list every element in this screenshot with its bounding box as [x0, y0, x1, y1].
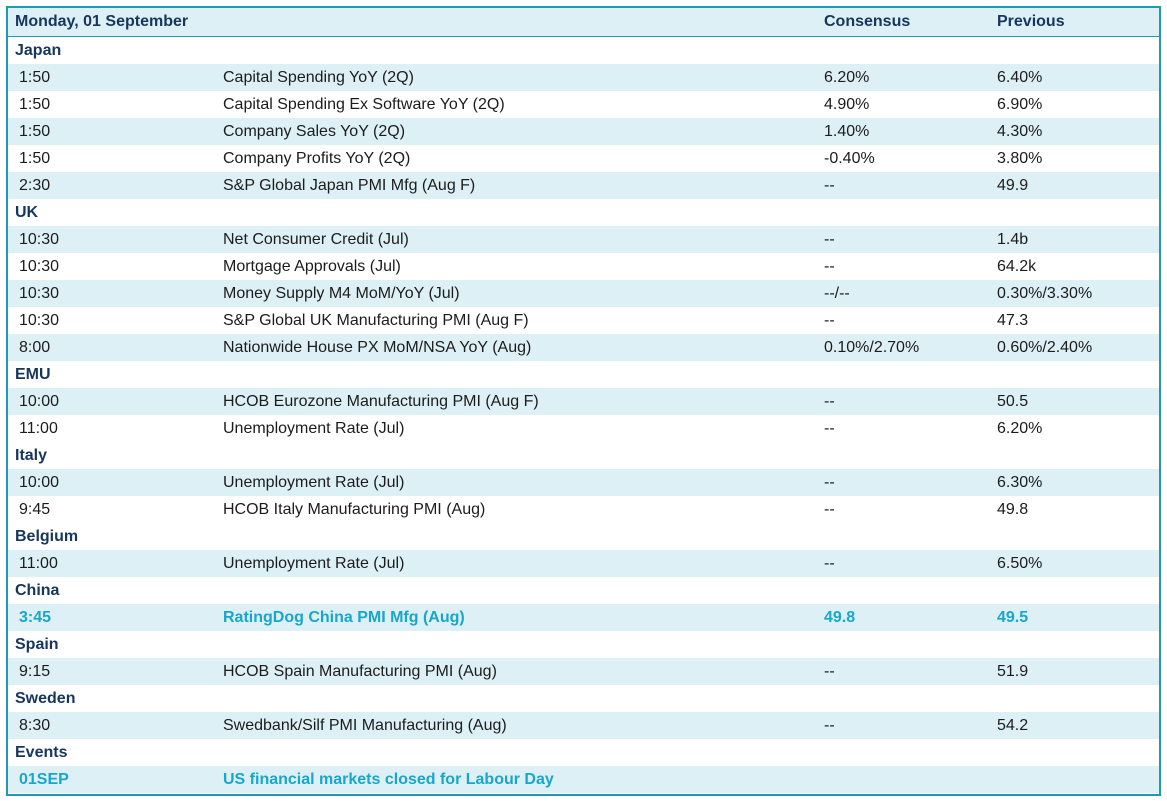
economic-calendar-table: [6, 6, 1161, 796]
table-row: [8, 91, 1159, 118]
section-label: UK: [15, 203, 39, 221]
previous-cell: 50.5: [997, 392, 1029, 410]
section-row-italy: [8, 442, 1159, 469]
table-row: [8, 145, 1159, 172]
section-label: Japan: [15, 41, 62, 59]
section-row-spain: [8, 631, 1159, 658]
previous-cell: 4.30%: [997, 122, 1043, 140]
indicator-name-cell: Capital Spending YoY (2Q): [223, 68, 414, 86]
indicator-name-cell: US financial markets closed for Labour Day: [223, 770, 554, 788]
table-row: [8, 496, 1159, 523]
indicator-name-cell: S&P Global UK Manufacturing PMI (Aug F): [223, 311, 529, 329]
indicator-name-cell: Mortgage Approvals (Jul): [223, 257, 401, 275]
table-row: [8, 766, 1159, 793]
time-cell: 10:00: [19, 473, 60, 491]
indicator-name-cell: Unemployment Rate (Jul): [223, 554, 405, 572]
previous-cell: 6.40%: [997, 68, 1043, 86]
previous-cell: 54.2: [997, 716, 1029, 734]
consensus-cell: 49.8: [824, 608, 856, 626]
previous-cell: 6.50%: [997, 554, 1043, 572]
table-row: [8, 469, 1159, 496]
indicator-name-cell: Company Profits YoY (2Q): [223, 149, 411, 167]
indicator-name-cell: Nationwide House PX MoM/NSA YoY (Aug): [223, 338, 532, 356]
consensus-cell: --: [824, 257, 835, 275]
table-row: [8, 172, 1159, 199]
table-row: [8, 712, 1159, 739]
table-row: [8, 334, 1159, 361]
section-row-belgium: [8, 523, 1159, 550]
indicator-name-cell: Net Consumer Credit (Jul): [223, 230, 409, 248]
previous-cell: 3.80%: [997, 149, 1043, 167]
time-cell: 1:50: [19, 68, 51, 86]
section-label: China: [15, 581, 60, 599]
consensus-cell: --: [824, 419, 835, 437]
time-cell: 8:30: [19, 716, 51, 734]
consensus-cell: --: [824, 311, 835, 329]
section-label: Belgium: [15, 527, 79, 545]
table-row: [8, 658, 1159, 685]
indicator-name-cell: Capital Spending Ex Software YoY (2Q): [223, 95, 505, 113]
table-row: [8, 280, 1159, 307]
time-cell: 01SEP: [19, 770, 69, 788]
previous-heading: Previous: [997, 13, 1065, 30]
time-cell: 3:45: [19, 608, 52, 626]
consensus-cell: 0.10%/2.70%: [824, 338, 920, 356]
consensus-cell: --: [824, 473, 835, 491]
section-row-sweden: [8, 685, 1159, 712]
table-body: [8, 37, 1159, 793]
indicator-name-cell: HCOB Spain Manufacturing PMI (Aug): [223, 662, 497, 680]
table-row: [8, 604, 1159, 631]
consensus-cell: --: [824, 230, 835, 248]
time-cell: 10:00: [19, 392, 60, 410]
time-cell: 1:50: [19, 95, 51, 113]
table-row: [8, 307, 1159, 334]
consensus-cell: --: [824, 662, 835, 680]
section-label: Events: [15, 743, 68, 761]
indicator-name-cell: Unemployment Rate (Jul): [223, 473, 405, 491]
time-cell: 9:45: [19, 500, 51, 518]
previous-cell: 6.90%: [997, 95, 1043, 113]
table-row: [8, 415, 1159, 442]
consensus-heading: Consensus: [824, 13, 911, 30]
table-row: [8, 388, 1159, 415]
consensus-cell: --: [824, 500, 835, 518]
time-cell: 9:15: [19, 662, 51, 680]
section-row-events: [8, 739, 1159, 766]
section-row-china: [8, 577, 1159, 604]
consensus-cell: 6.20%: [824, 68, 870, 86]
table-header: [8, 8, 1159, 37]
time-cell: 2:30: [19, 176, 51, 194]
indicator-name-cell: RatingDog China PMI Mfg (Aug): [223, 608, 465, 626]
consensus-cell: 4.90%: [824, 95, 870, 113]
previous-cell: 64.2k: [997, 257, 1037, 275]
previous-cell: 49.9: [997, 176, 1029, 194]
table-row: [8, 118, 1159, 145]
indicator-name-cell: S&P Global Japan PMI Mfg (Aug F): [223, 176, 476, 194]
indicator-name-cell: HCOB Italy Manufacturing PMI (Aug): [223, 500, 486, 518]
time-cell: 10:30: [19, 257, 60, 275]
section-row-japan: [8, 37, 1159, 64]
table-row: [8, 550, 1159, 577]
time-cell: 10:30: [19, 284, 60, 302]
consensus-cell: --/--: [824, 284, 850, 302]
consensus-cell: -0.40%: [824, 149, 875, 167]
time-cell: 10:30: [19, 230, 60, 248]
indicator-name-cell: Money Supply M4 MoM/YoY (Jul): [223, 284, 460, 302]
section-label: EMU: [15, 365, 51, 383]
indicator-name-cell: Company Sales YoY (2Q): [223, 122, 406, 140]
previous-cell: 49.5: [997, 608, 1029, 626]
table-row: [8, 226, 1159, 253]
consensus-cell: --: [824, 392, 835, 410]
table-row: [8, 253, 1159, 280]
previous-cell: 6.20%: [997, 419, 1043, 437]
previous-cell: 1.4b: [997, 230, 1029, 248]
previous-cell: 51.9: [997, 662, 1029, 680]
previous-cell: 47.3: [997, 311, 1029, 329]
time-cell: 1:50: [19, 149, 51, 167]
consensus-cell: --: [824, 176, 835, 194]
section-row-emu: [8, 361, 1159, 388]
section-label: Sweden: [15, 689, 76, 707]
section-label: Italy: [15, 446, 48, 464]
time-cell: 1:50: [19, 122, 51, 140]
consensus-cell: --: [824, 554, 835, 572]
previous-cell: 0.60%/2.40%: [997, 338, 1093, 356]
previous-cell: 49.8: [997, 500, 1029, 518]
indicator-name-cell: HCOB Eurozone Manufacturing PMI (Aug F): [223, 392, 539, 410]
time-cell: 11:00: [19, 554, 58, 572]
consensus-cell: 1.40%: [824, 122, 870, 140]
time-cell: 8:00: [19, 338, 51, 356]
indicator-name-cell: Swedbank/Silf PMI Manufacturing (Aug): [223, 716, 507, 734]
time-cell: 11:00: [19, 419, 58, 437]
table-row: [8, 64, 1159, 91]
section-row-uk: [8, 199, 1159, 226]
consensus-cell: --: [824, 716, 835, 734]
date-heading: Monday, 01 September: [15, 13, 189, 30]
indicator-name-cell: Unemployment Rate (Jul): [223, 419, 405, 437]
time-cell: 10:30: [19, 311, 60, 329]
section-label: Spain: [15, 635, 59, 653]
previous-cell: 6.30%: [997, 473, 1043, 491]
previous-cell: 0.30%/3.30%: [997, 284, 1093, 302]
